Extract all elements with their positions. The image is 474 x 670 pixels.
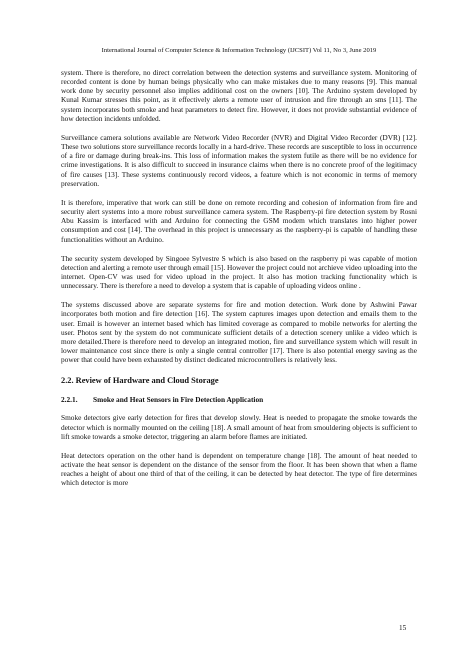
subsection-number: 2.2.1. xyxy=(61,395,78,405)
section-heading: 2.2. Review of Hardware and Cloud Storage xyxy=(61,376,219,386)
subsection-heading xyxy=(61,395,417,404)
body-paragraph: Heat detectors operation on the other hand is dependent on temperature change [18]. The amount of heat needed to activate the heat sensor is dependent on the distance of the sensor from the floor. It has been shown that when a flame reaches a height of about one third of that of the ceiling, it can be detected by heat detector. The type of fire determines which detector is more xyxy=(61,450,417,488)
body-paragraph: The systems discussed above are separate systems for fire and motion detection. Work done by Ashwini Pawar incorporates both motion and fire detection [16]. The system captures images upon detection and emails them to the user. Email is however an internet based which has limited coverage as compared to mobile networks for alerting the user. Photos sent by the system do not communicate sufficient details of a detection scenery unlike a video which is more detailed.There is therefore need to develop an integrated motion, fire and surveillance system which will result in lower maintenance cost since there is only a single central controller [17]. There is also potential energy saving as the power that could have been exhausted by distinct dedicated microcontrollers is relatively less. xyxy=(61,300,417,365)
page-number: 15 xyxy=(399,624,407,632)
body-paragraph: It is therefore, imperative that work can still be done on remote recording and cohesion of information from fire and security alert systems into a more robust surveillance camera system. The Raspberry-pi fire detection system by Rosni Abu Kassim is interfaced with and Arduino for connecting the GSM modem which translates into higher power consumption and cost [14]. The overhead in this project is unnecessary as the raspberry-pi is capable of handling these functionalities without an Arduino. xyxy=(61,197,417,244)
subsection-title: Smoke and Heat Sensors in Fire Detection Application xyxy=(93,395,264,405)
body-paragraph: Smoke detectors give early detection for fires that develop slowly. Heat is needed to propagate the smoke towards the detector which is normally mounted on the ceiling [18]. A small amount of heat from smouldering objects is sufficient to lift smoke towards a smoke detector, triggering an alarm before flames are initiated. xyxy=(61,413,417,441)
body-paragraph: system. There is therefore, no direct correlation between the detection systems and surveillance system. Monitoring of recorded content is done by human beings physically who can make mistakes due to many reasons [9]. This manual work done by security personnel also implies additional cost on the owners [10]. The Arduino system developed by Kunal Kumar stresses this point, as it effectively alerts a remote user of intrusion and fire through an sms [11]. The system incorporates both smoke and heat parameters to detect fire. However, it does not provide substantial evidence of how detection incidents unfolded. xyxy=(61,68,417,123)
body-paragraph: The security system developed by Singoee Sylvestre S which is also based on the raspberry pi was capable of motion detection and alerting a remote user through email [15]. However the project could not archieve video uploading into the internet. Open-CV was used for video upload in the project. It also has motion tracking functionality which is unnecessary. There is therefore a need to develop a system that is capable of uploading videos online . xyxy=(61,253,417,291)
body-paragraph: Surveillance camera solutions available are Network Video Recorder (NVR) and Digital Video Recorder (DVR) [12]. These two solutions store surveillance records locally in a hard-drive. These records are susceptible to loss in occurrence of a fire or damage during break-ins. This loss of information makes the system futile as there will be no evidence for crime investigations. It is also difficult to succeed in insurance claims when there is no concrete proof of the legitimacy of fire causes [13]. These systems continuously record videos, a feature which is not economic in terms of memory preservation. xyxy=(61,132,417,188)
running-header: International Journal of Computer Science & Information Technology (IJCSIT) Vol 11, No 3, June 2019 xyxy=(101,47,377,54)
journal-page xyxy=(61,47,417,497)
